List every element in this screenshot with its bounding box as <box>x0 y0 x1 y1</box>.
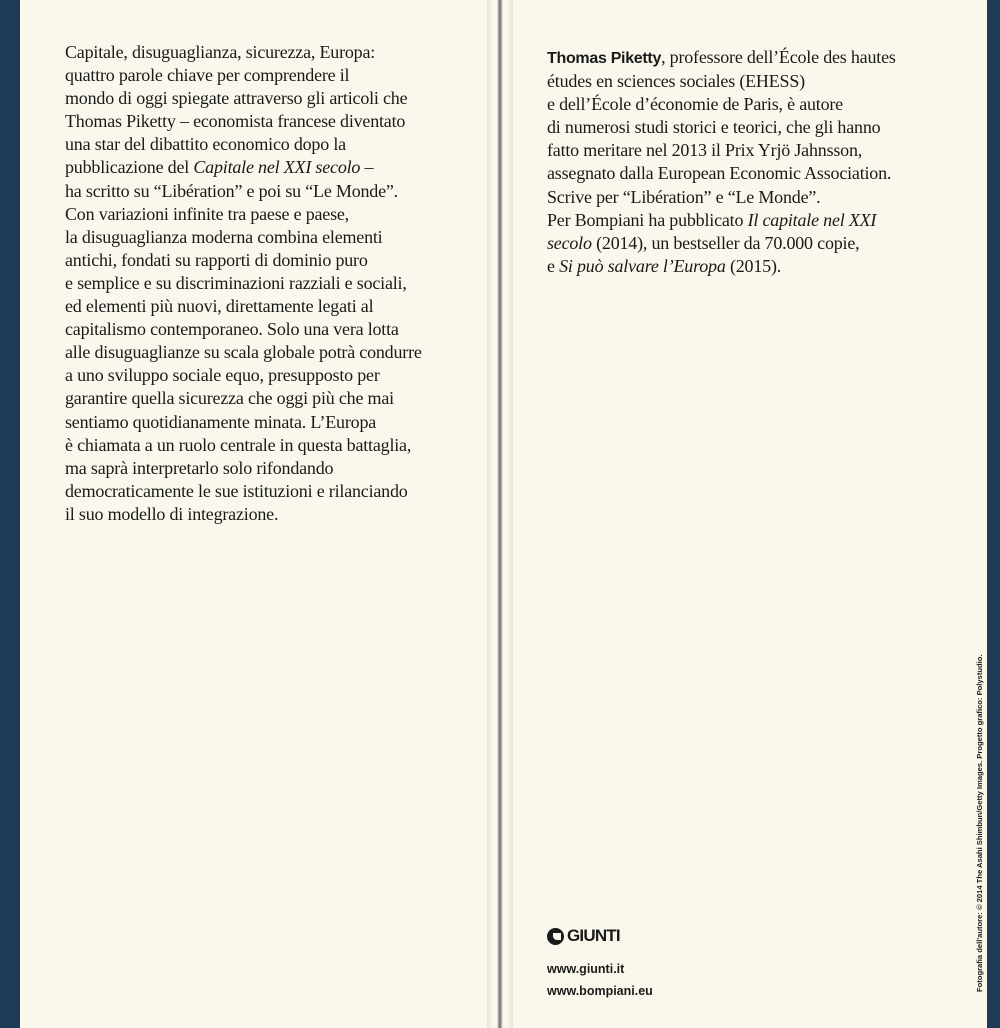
bio-text: e <box>547 255 560 276</box>
bio-line: études en sciences sociales (EHESS) <box>547 71 805 92</box>
blurb-line: antichi, fondati su rapporti di dominio puro <box>65 249 368 270</box>
bio-line <box>547 46 967 70</box>
blurb-line: quattro parole chiave per comprendere il <box>65 65 350 86</box>
blurb-line: sentiamo quotidianamente minata. L’Europa <box>65 411 377 432</box>
bio-text: (2014), un bestseller da 70.000 copie, <box>591 232 860 253</box>
blurb-line: Con variazioni infinite tra paese e paese, <box>65 203 349 224</box>
bio-text: (2015). <box>725 255 782 276</box>
blurb-text: – <box>360 157 374 178</box>
blurb-line: alle disuguaglianze su scala globale potrà condurre <box>65 342 422 363</box>
blurb-text: pubblicazione del <box>65 157 194 178</box>
blurb-line: il suo modello di integrazione. <box>65 503 279 524</box>
right-page <box>513 0 987 1028</box>
blurb-line: ha scritto su “Libération” e poi su “Le Monde”. <box>65 180 398 201</box>
bio-line <box>547 232 967 255</box>
bio-line: e dell’École d’économie de Paris, è autore <box>547 94 843 115</box>
blurb-line: ed elementi più nuovi, direttamente legati al <box>65 296 374 317</box>
left-page <box>20 0 487 1028</box>
book-title: Capitale nel XXI secolo <box>193 157 361 178</box>
blurb-line: capitalismo contemporaneo. Solo una vera lotta <box>65 319 399 340</box>
author-bio <box>547 46 967 278</box>
blurb-line: Thomas Piketty – economista francese diventato <box>65 111 406 132</box>
url-giunti: www.giunti.it <box>547 962 625 976</box>
bio-line: assegnato dalla European Economic Association. <box>547 163 892 184</box>
photo-credit: Fotografia dell'autore: © 2014 The Asahi Shimbun/Getty Images. Progetto grafico: Polystudio. <box>975 654 984 992</box>
author-name: Thomas Piketty <box>547 50 662 67</box>
blurb-line: garantire quella sicurezza che oggi più che mai <box>65 388 394 409</box>
blurb-line: Capitale, disuguaglianza, sicurezza, Europa: <box>65 42 376 62</box>
book-title: secolo <box>547 232 592 253</box>
blurb-line: mondo di oggi spiegate attraverso gli articoli che <box>65 88 408 109</box>
blurb-line: a uno sviluppo sociale equo, presupposto per <box>65 365 380 386</box>
blurb-line: la disuguaglianza moderna combina elementi <box>65 226 383 247</box>
giunti-g-icon <box>547 928 564 945</box>
blurb-line: e semplice e su discriminazioni razziali e sociali, <box>65 272 407 293</box>
book-title: Il capitale nel XXI <box>747 209 877 230</box>
book-spine-fold <box>487 0 513 1028</box>
blurb-line: ma saprà interpretarlo solo rifondando <box>65 457 334 478</box>
publisher-name: GIUNTI <box>567 926 620 945</box>
bio-line: Scrive per “Libération” e “Le Monde”. <box>547 186 821 207</box>
publisher-logo <box>547 926 620 946</box>
bio-line: fatto meritare nel 2013 il Prix Yrjö Jahnsson, <box>547 140 863 161</box>
bio-line <box>547 255 967 278</box>
publisher-urls <box>547 958 653 1002</box>
bio-text: , professore dell’École des hautes <box>661 47 896 67</box>
back-cover-blurb <box>65 41 465 526</box>
blurb-line: è chiamata a un ruolo centrale in questa battaglia, <box>65 434 412 455</box>
bio-line <box>547 209 967 232</box>
book-title: Si può salvare l’Europa <box>559 255 726 276</box>
blurb-line <box>65 156 465 179</box>
blurb-line: democraticamente le sue istituzioni e rilanciando <box>65 480 408 501</box>
blurb-line: una star del dibattito economico dopo la <box>65 134 346 155</box>
bio-text: Per Bompiani ha pubblicato <box>547 209 748 230</box>
bio-line: di numerosi studi storici e teorici, che gli hanno <box>547 117 881 138</box>
url-bompiani: www.bompiani.eu <box>547 984 653 998</box>
